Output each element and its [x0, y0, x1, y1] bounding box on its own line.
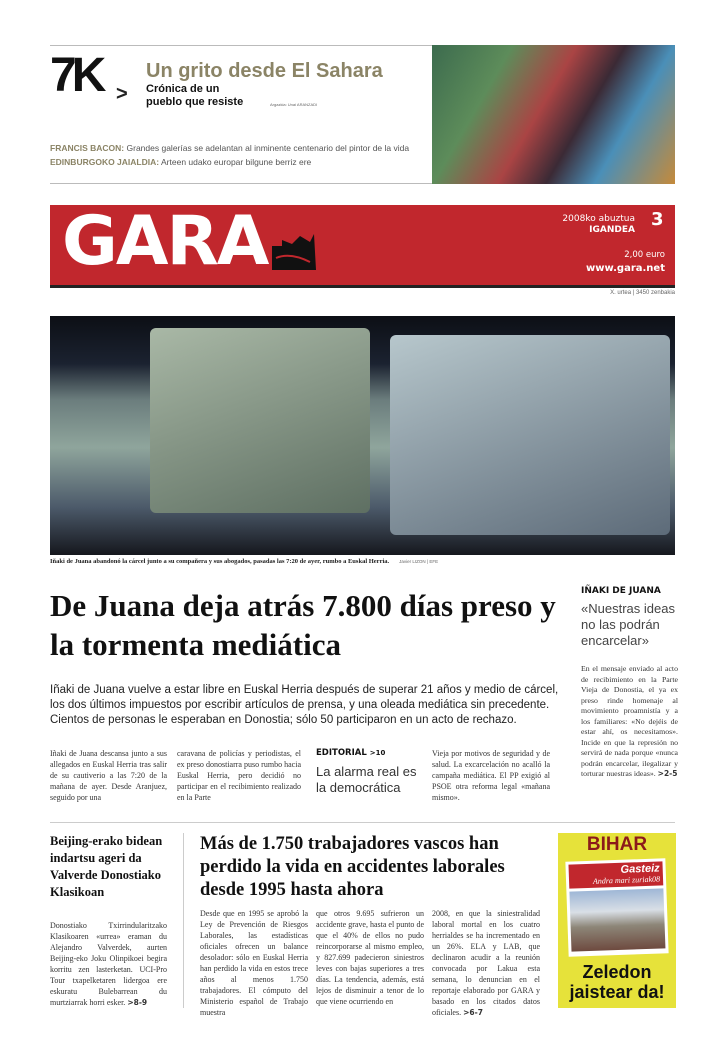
edition-date — [562, 214, 635, 236]
weekday: IGANDEA — [589, 225, 635, 235]
price: 2,00 euro — [624, 250, 665, 260]
chevron-right-icon: > — [116, 83, 128, 105]
link-label[interactable]: FRANCIS BACON: — [50, 143, 125, 153]
day-number: 3 — [651, 209, 664, 230]
link-text: Arteen udako europar bilgune berriz ere — [161, 157, 312, 167]
promo-card-sub: Andra mari zuriak08 — [592, 874, 661, 886]
link-label[interactable]: EDINBURGOKO JAIALDIA: — [50, 157, 160, 167]
sidebar-body: En el mensaje enviado al acto de recibimiento en la Parte Vieja de Donostia, el ya ex preso rinde homenaje al movimiento proamnistía y a los familiares: «No dejéis de estar ahí, os necesitamos». Incide en que la represión no servirá de nada porque «nunca podrán encarcelar, ilegalizar y torturar nuestras ideas». — [581, 664, 678, 778]
sports-text — [50, 920, 167, 1008]
masthead-bar — [50, 285, 675, 288]
website-link[interactable]: www.gara.net — [586, 263, 665, 274]
editorial-label: EDITORIAL — [316, 748, 367, 758]
car-window — [390, 335, 670, 535]
teaser-title[interactable]: Un grito desde El Sahara — [146, 60, 383, 82]
main-col-1: Iñaki de Juana descansa junto a sus allegados en Euskal Herria tras salir de su cautiverio a las 7:20 de la mañana de ayer. Desde Aranjuez, seguido por una — [50, 749, 167, 802]
sidebar-kicker: IÑAKI DE JUANA — [581, 586, 661, 596]
labour-headline[interactable]: Más de 1.750 trabajadores vascos han perdido la vida en accidentes laborales desde 1995 hasta ahora — [200, 834, 505, 900]
teaser-links — [50, 141, 428, 169]
main-deck: Iñaki de Juana vuelve a estar libre en Euskal Herria después de superar 21 años y medio de cárcel, los dos últimos impuestos por escribir artículos de prensa, y una oleada mediática sin precedente. Cientos de personas le esperaban en Donostia; sólo 50 participaron en un acto de rechazo. — [50, 684, 559, 726]
promo-head: BIHAR — [586, 834, 648, 855]
main-headline[interactable]: De Juana deja atrás 7.800 días preso y la tormenta mediática — [50, 588, 556, 662]
sports-headline[interactable]: Beijing-erako bidean indartsu ageri da Valverde Donostiako Klasikoan — [50, 834, 163, 899]
promo-photo — [569, 888, 665, 951]
promo-card — [565, 858, 668, 956]
photo-caption: Iñaki de Juana abandonó la cárcel junto a su compañera y sus abogados, pasadas las 7:20 de ayer, rumbo a Euskal Herria. — [50, 558, 390, 565]
gara-logo-icon — [270, 232, 316, 270]
teaser-subtitle-line: pueblo que resiste — [146, 96, 244, 108]
teaser-rule — [50, 183, 432, 184]
labour-col-1: Desde que en 1995 se aprobó la Ley de Prevención de Riesgos Laborales, las estadísticas oficiales ofrecen un balance desolador: sólo en Euskal Herria han perdido la vida en estos trece años al menos 1.750 trabajadores. El cómputo del Ministerio español de Trabajo muestra — [200, 909, 308, 1017]
page-ref[interactable]: >6-7 — [463, 1008, 483, 1017]
car-window — [150, 328, 370, 513]
sidebar-text — [581, 664, 678, 780]
7k-logo: 7K — [50, 49, 102, 102]
promo-card-title: Gasteiz — [620, 862, 660, 876]
main-col-3: Vieja por motivos de seguridad y de salud. La excarcelación no acalló la campaña mediática. El PP exigió al PSOE otra reforma legal «mañana mismo». — [432, 749, 550, 802]
labour-body: 2008, en que la siniestralidad laboral mortal en los cuatro herrialdes se ha incrementado en un 26%. ELA y LAB, que declinaron acudir a la reunión convocada por Lakua esta semana, lo denuncian en el reportaje elaborado por GARA y basado en los citados datos oficiales. — [432, 909, 540, 1017]
sports-body: Donostiako Txirrindularitzako Klasikoaren «urrea» eraman du Alejandro Valverdek, aurten Beijing-eko Joku Olinpikoei begira korritu zen lasterketan. UCI-Pro Tour txapelketaren lidergoa ere eskuratu Bulebarrean du murtziarrak horri esker. — [50, 921, 167, 1007]
caption-row — [50, 559, 675, 566]
promo-footer: Zeledon jaistear da! — [569, 962, 665, 1002]
sidebar-quote[interactable]: «Nuestras ideas no las podrán encarcelar» — [581, 601, 675, 648]
labour-col-3 — [432, 908, 540, 1018]
teaser-subtitle — [146, 83, 243, 109]
promo-card-banner — [568, 861, 663, 888]
teaser-credit: Argazkia: Unai ARANZADI — [270, 102, 318, 107]
section-rule — [50, 822, 675, 823]
page-ref[interactable]: >2-5 — [657, 769, 678, 778]
column-divider — [183, 833, 184, 1008]
photo-credit: Javier LIZON | EFE — [399, 559, 439, 564]
labour-col-2: que otros 9.695 sufrieron un accidente grave, hasta el punto de que el 40% de ellos no pudo reincorporarse al mismo empleo, y 827.699 padecieron siniestros leves con bajas superiores a tres días. La tendencia, además, está lejos de disminuir a tenor de lo que viene ocurriendo en — [316, 909, 424, 1006]
date: 2008ko abuztua — [562, 214, 635, 224]
page-ref[interactable]: >8-9 — [127, 998, 148, 1007]
sahara-photo — [432, 45, 675, 184]
issue-number: X. urtea | 3450 zenbakia — [610, 290, 675, 296]
gara-logo: GARA — [62, 202, 268, 281]
editorial-title[interactable]: La alarma real es la democrática — [316, 764, 417, 795]
teaser-subtitle-line: Crónica de un — [146, 83, 220, 95]
editorial-ref: >10 — [369, 749, 386, 757]
main-col-2: caravana de policías y periodistas, el ex preso donostiarra puso rumbo hacia Euskal Herria, pero decidió no participar en el recibimiento realizado en la Parte — [177, 749, 301, 802]
link-text: Grandes galerías se adelantan al inminente centenario del pintor de la vida — [126, 143, 410, 153]
editorial-kicker[interactable] — [316, 749, 385, 758]
